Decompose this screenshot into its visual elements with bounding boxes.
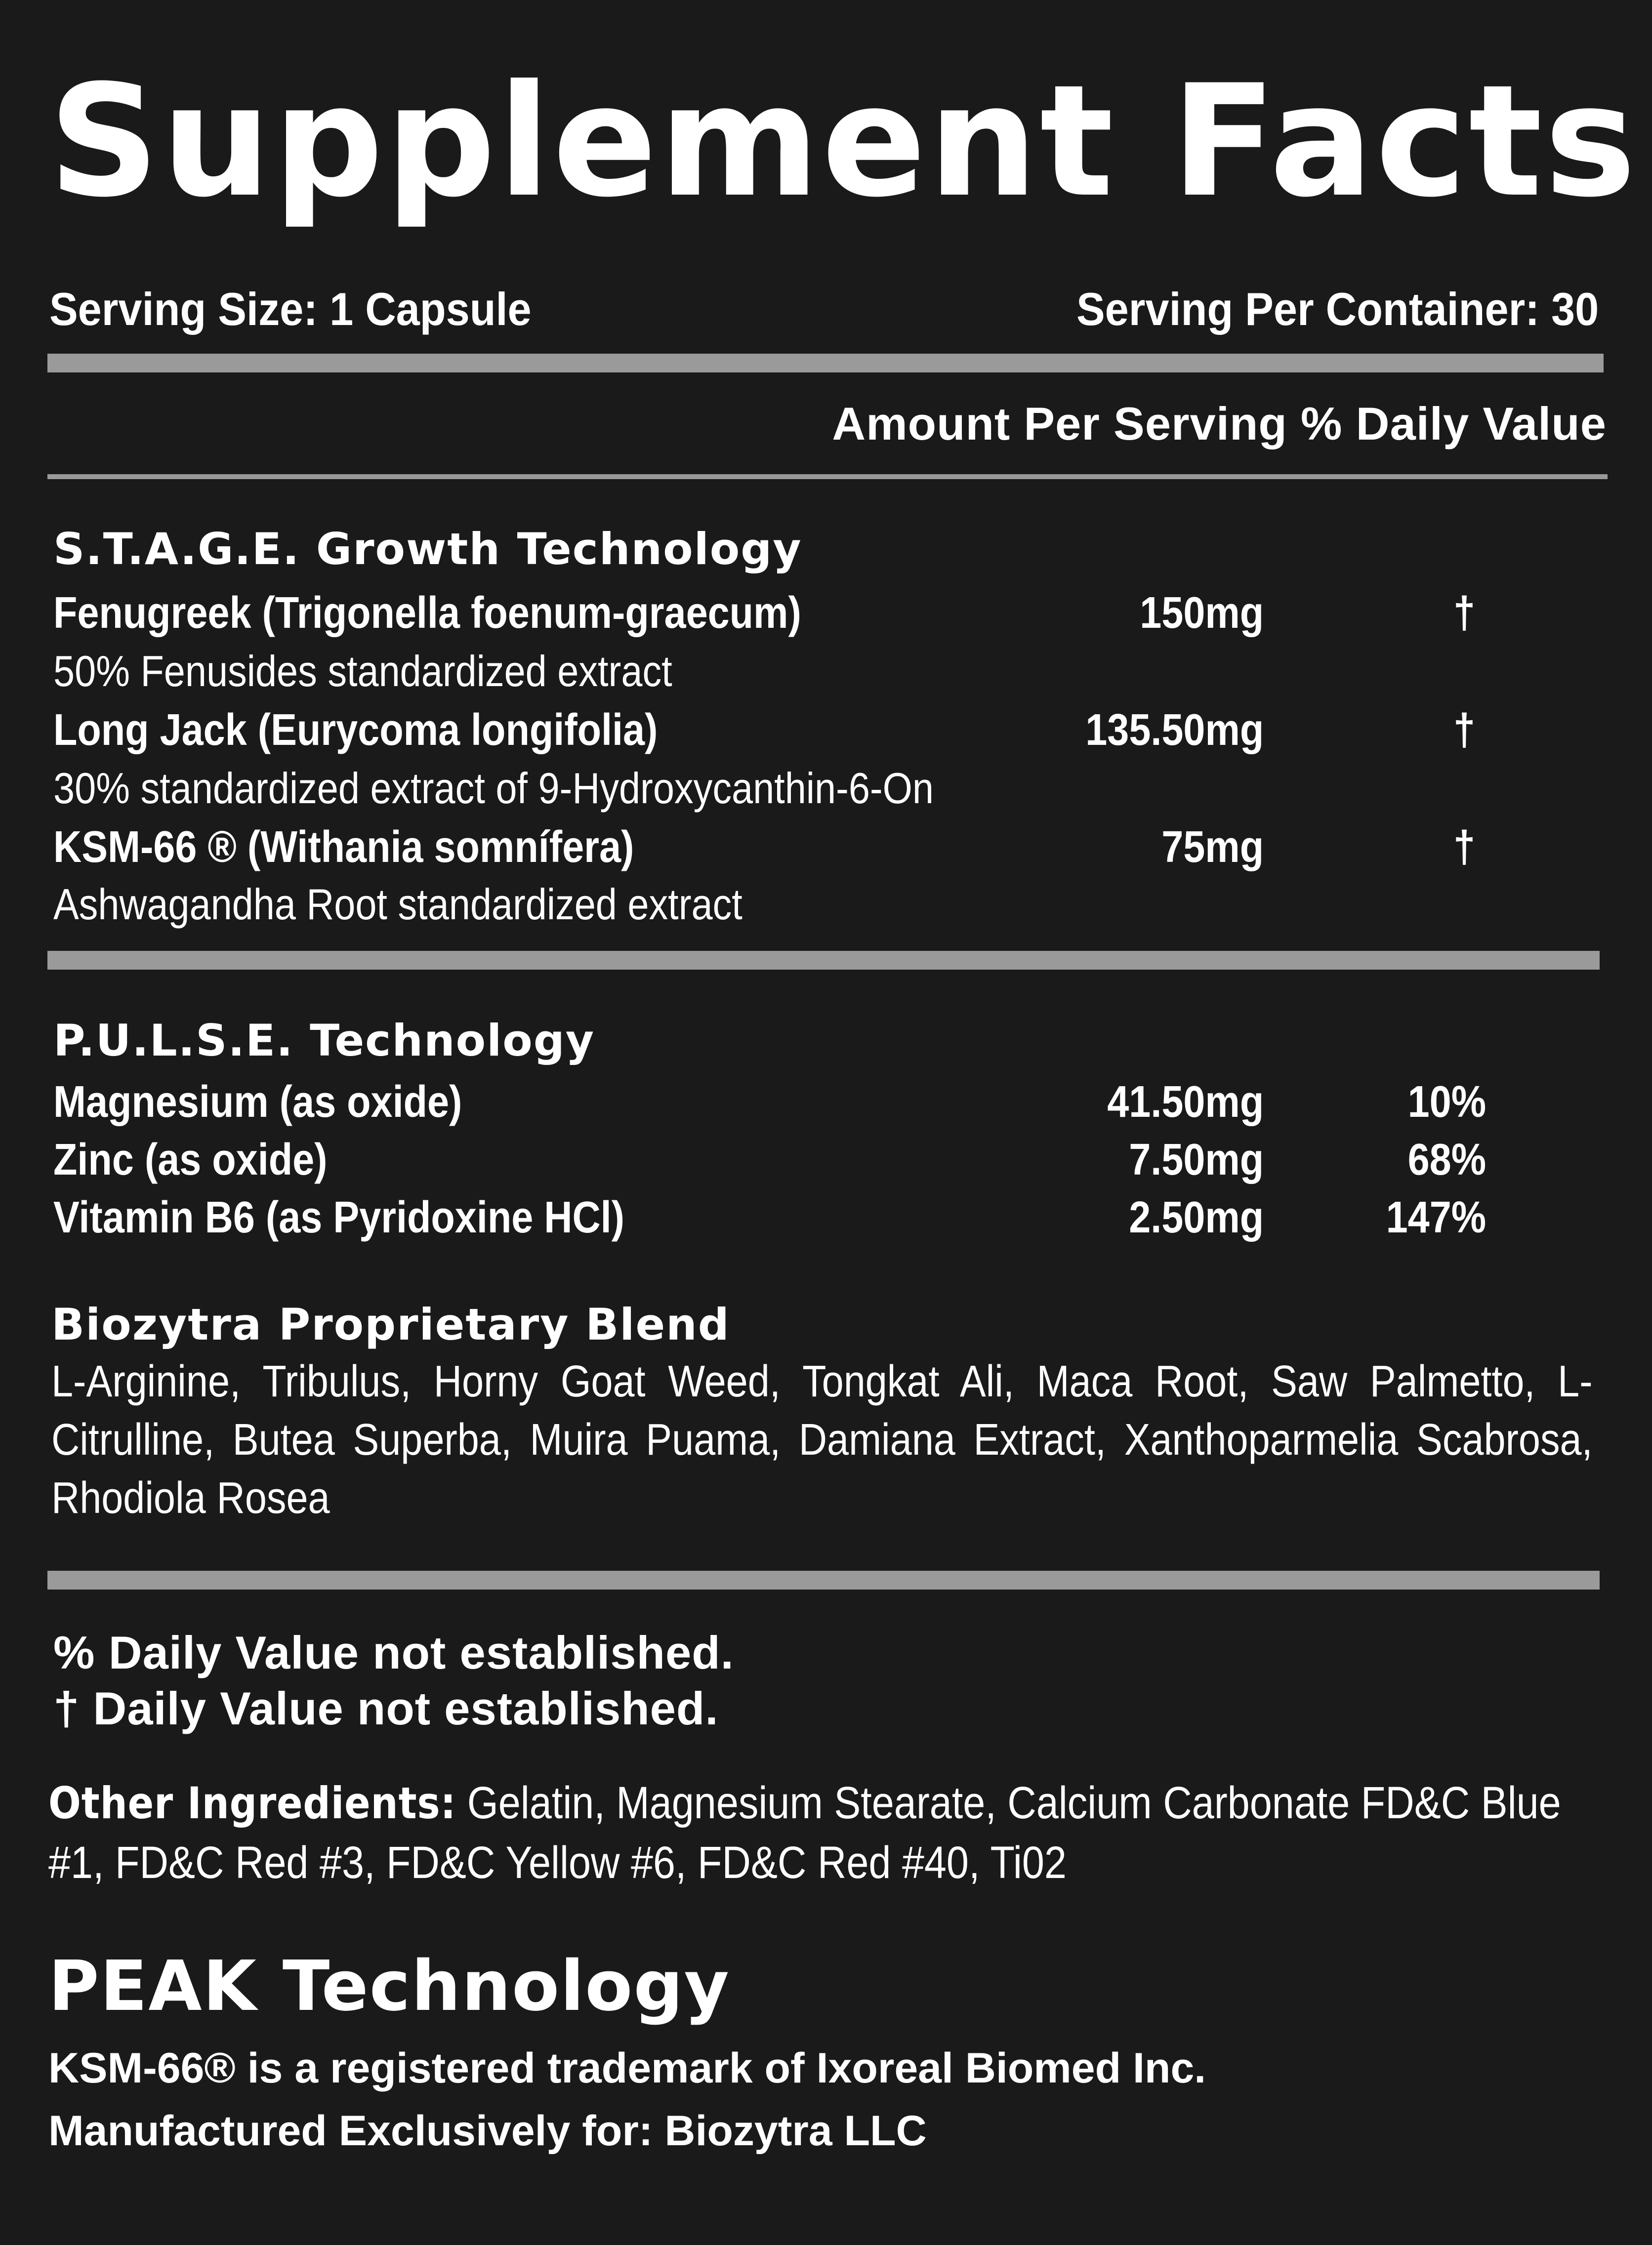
ingredient-row	[53, 822, 1486, 876]
ingredient-amount: 150mg	[1140, 588, 1264, 638]
footnote-dagger: † Daily Value not established.	[53, 1682, 719, 1734]
ingredient-name: Long Jack (Eurycoma longifolia)	[53, 705, 658, 755]
serving-size: Serving Size: 1 Capsule	[49, 283, 532, 335]
ingredient-description: 50% Fenusides standardized extract	[53, 647, 672, 695]
ingredient-description: 30% standardized extract of 9-Hydroxycanthin-6-On	[53, 764, 934, 813]
divider-thick	[47, 354, 1604, 372]
daily-value: 68%	[1407, 1135, 1486, 1184]
ingredient-name: Fenugreek (Trigonella foenum-graecum)	[53, 588, 801, 638]
dagger-mark: †	[1453, 822, 1476, 872]
servings-per-container: Serving Per Container: 30	[1076, 283, 1599, 335]
stage-section-title: S.T.A.G.E. Growth Technology	[53, 524, 802, 574]
ingredient-row	[53, 1192, 1486, 1247]
blend-ingredients	[51, 1352, 1593, 1527]
ingredient-name: Magnesium (as oxide)	[53, 1077, 462, 1127]
other-ingredients-label: Other Ingredients:	[48, 1778, 456, 1829]
daily-value: 147%	[1386, 1193, 1486, 1242]
amount-per-serving-header: Amount Per Serving % Daily Value	[832, 398, 1607, 449]
trademark-note: KSM-66® is a registered trademark of Ixoreal Biomed Inc.	[48, 2044, 1206, 2092]
ingredient-description: Ashwagandha Root standardized extract	[53, 880, 743, 929]
peak-technology-heading: PEAK Technology	[48, 1946, 730, 2027]
ingredient-row	[53, 1077, 1486, 1131]
ingredient-amount: 135.50mg	[1085, 705, 1264, 755]
manufacturer-note: Manufactured Exclusively for: Biozytra LLC	[48, 2107, 927, 2155]
ingredient-row	[53, 705, 1486, 759]
divider-thick	[47, 1571, 1600, 1590]
divider-thin	[47, 474, 1608, 479]
ingredient-name: Vitamin B6 (as Pyridoxine HCl)	[53, 1193, 625, 1242]
other-ingredients-text: Gelatin, Magnesium Stearate, Calcium Carbonate FD&C Blue #1, FD&C Red #3, FD&C Yellow #6, FD&C Red #40, Ti02	[48, 1778, 1561, 1888]
dagger-mark: †	[1453, 705, 1476, 755]
ingredient-amount: 75mg	[1161, 822, 1264, 872]
footnote-daily-value: % Daily Value not established.	[53, 1627, 734, 1678]
ingredient-amount: 7.50mg	[1129, 1135, 1264, 1184]
daily-value: 10%	[1407, 1077, 1486, 1127]
pulse-section-title: P.U.L.S.E. Technology	[53, 1015, 595, 1066]
ingredient-name: Zinc (as oxide)	[53, 1135, 328, 1184]
divider-thick	[47, 951, 1600, 970]
other-ingredients	[48, 1773, 1596, 1892]
blend-title: Biozytra Proprietary Blend	[51, 1299, 730, 1350]
ingredient-row	[53, 588, 1486, 642]
blend-ingredients-text: L-Arginine, Tribulus, Horny Goat Weed, Tongkat Ali, Maca Root, Saw Palmetto, L-Citrulline, Butea Superba, Muira Puama, Damiana Extract, Xanthoparmelia Scabrosa, Rhodiola Rosea	[51, 1357, 1593, 1523]
dagger-mark: †	[1453, 588, 1476, 638]
ingredient-row	[53, 1135, 1486, 1189]
page-title: Supplement Facts	[48, 51, 1638, 231]
ingredient-name: KSM-66 ® (Withania somnífera)	[53, 822, 634, 872]
ingredient-amount: 41.50mg	[1107, 1077, 1264, 1127]
ingredient-amount: 2.50mg	[1129, 1193, 1264, 1242]
